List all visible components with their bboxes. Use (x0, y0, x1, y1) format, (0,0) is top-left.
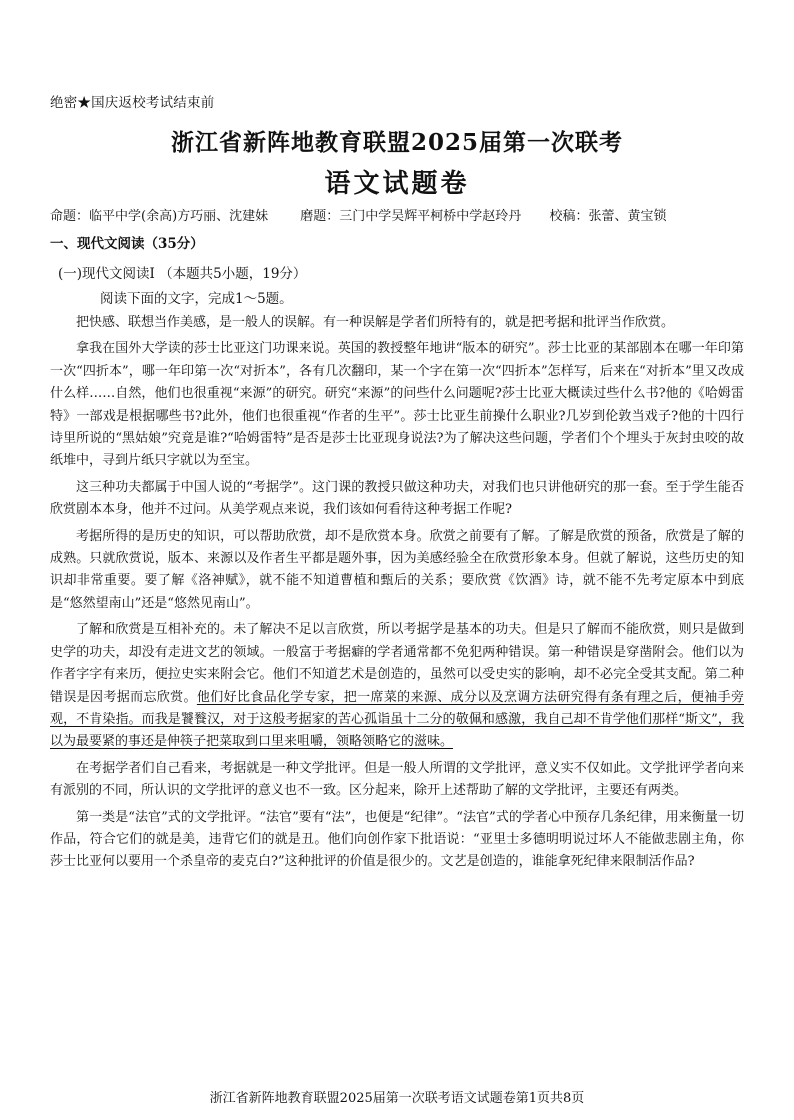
passage-paragraph-4: 考据所得的是历史的知识，可以帮助欣赏，却不是欣赏本身。欣赏之前要有了解。了解是欣赏的预备，欣赏是了解的成熟。只就欣赏说，版本、来源以及作者生平都是题外事，因为美感经验全在欣赏形象本身。但就了解说，这些历史的知识却非常重要。要了解《洛神赋》，就不能不知道曹植和甄后的关系；要欣赏《饮酒》诗，就不能不先考定原本中到底是“悠然望南山”还是“悠然见南山”。 (50, 528, 744, 611)
credit-author: 命题：临平中学(余高)方巧丽、沈建妹 (50, 209, 269, 224)
credit-proofreader: 校稿：张蕾、黄宝锁 (549, 209, 667, 224)
reading-passage (50, 312, 744, 878)
passage-paragraph-2: 拿我在国外大学读的莎士比亚这门功课来说。英国的教授整年地讲“版本的研究”。莎士比亚的某部剧本在哪一年印第一次“四折本”，哪一年印第一次“对折本”，各有几次翻印，某一个字在第一次“四折本”怎样写，后来在“对折本”里又改成什么样……自然，他们也很重视“来源”的研究。研究“来源”的问些什么问题呢?莎士比亚大概读过些什么书?他的《哈姆雷特》一部戏是根据哪些书?此外，他们也很重视“作者的生平”。莎士比亚生前操什么职业?几岁到伦敦当戏子?他的十四行诗里所说的“黑姑娘”究竟是谁?“哈姆雷特”是否是莎士比亚现身说法?为了解决这些问题，学者们个个埋头于灰封虫咬的故纸堆中，寻到片纸只字就以为至宝。 (50, 341, 744, 469)
secret-mark: 绝密★国庆返校考试结束前 (50, 95, 215, 111)
passage-paragraph-3: 这三种功夫都属于中国人说的“考据学”。这门课的教授只做这种功夫，对我们也只讲他研究的那一套。至于学生能否欣赏剧本本身，他并不过问。从美学观点来说，我们该如何看待这种考据工作呢? (50, 479, 744, 518)
exam-subtitle: 语文试题卷 (324, 169, 470, 199)
paragraph-5-text: 了解和欣赏是互相补充的。未了解决不足以言欣赏，所以考据学是基本的功夫。但是只了解而不能欣赏，则只是做到史学的功夫，却没有走进文艺的领域。一般富于考据癖的学者通常都不免犯两种错误。第一种错误是穿凿附会。他们以为作者字字有来历，便拉史实来附会它。他们不知道艺术是创造的，虽然可以受史实的影响，却不必完全受其支配。第二种错误是因考据而忘欣赏。 (50, 622, 744, 705)
passage-paragraph-1: 把快感、联想当作美感，是一般人的误解。有一种误解是学者们所特有的，就是把考据和批评当作欣赏。 (76, 315, 675, 330)
underlined-passage: 他们好比食品化学专家，把一席菜的来源、成分以及烹调方法研究得有条有理之后，便袖手旁观，不肯染指。而我是饕餮汉，对于这般考据家的苦心孤诣虽十二分的敬佩和感激，我自己却不肯学他们那样“斯文”，我以为最要紧的事还是伸筷子把菜取到口里来咀嚼，领略领略它的滋味。 (50, 689, 744, 750)
reading-instruction: 阅读下面的文字，完成1～5题。 (100, 291, 293, 307)
passage-paragraph-7: 第一类是“法官”式的文学批评。“法官”要有“法”，也便是“纪律”。“法官”式的学者心中预存几条纪律，用来衡量一切作品，符合它们的就是美，违背它们的就是丑。他们向创作家下批语说：“亚里士多德明明说过坏人不能做悲剧主角，你莎士比亚何以要用一个杀皇帝的麦克白?”这种批评的价值是很少的。文艺是创造的，谁能拿死纪律来限制活作品? (50, 809, 744, 870)
credits-line (50, 205, 754, 224)
subsection-heading: (一)现代文阅读I （本题共5小题，19分） (58, 266, 307, 282)
credit-reviewer: 磨题：三门中学吴辉平柯桥中学赵玲丹 (300, 209, 522, 224)
page-footer: 浙江省新阵地教育联盟2025届第一次联考语文试题卷第1页共8页 (209, 1091, 585, 1106)
passage-paragraph-6: 在考据学者们自己看来，考据就是一种文学批评。但是一般人所谓的文学批评，意义实不仅如此。文学批评学者向来有派别的不同，所认识的文学批评的意义也不一致。区分起来，除开上述帮助了解的文学批评，主要还有两类。 (50, 760, 744, 799)
exam-title: 浙江省新阵地教育联盟2025届第一次联考 (170, 129, 623, 156)
passage-paragraph-5 (50, 619, 744, 753)
section-heading: 一、现代文阅读（35分） (50, 236, 204, 252)
